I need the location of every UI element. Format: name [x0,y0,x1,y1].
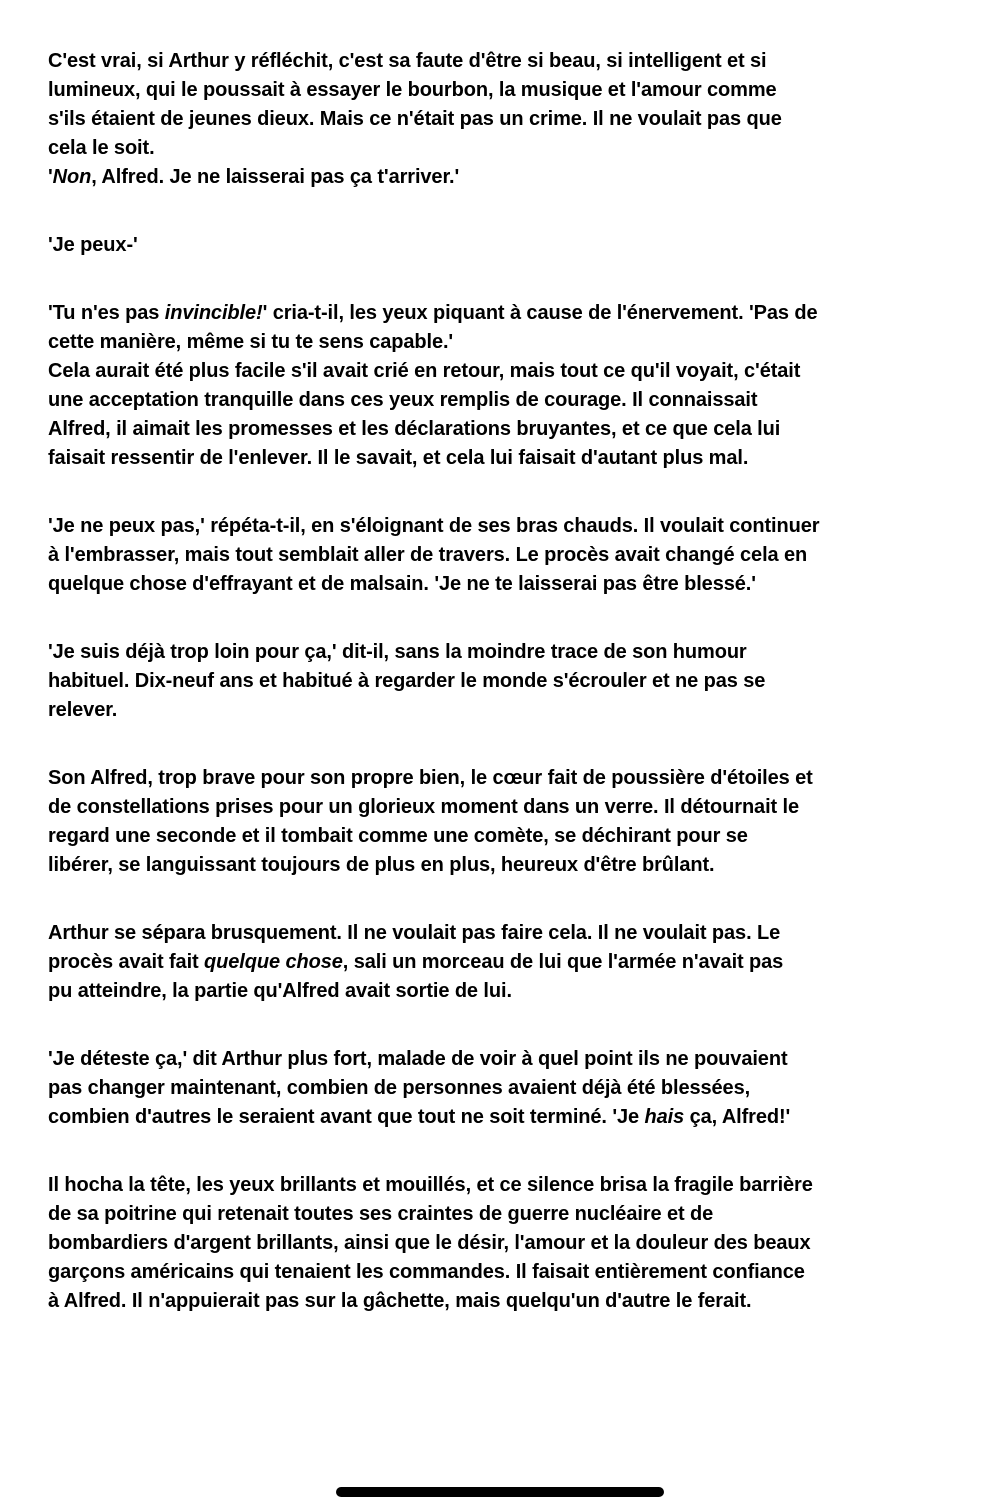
paragraph-1: C'est vrai, si Arthur y réfléchit, c'est sa faute d'être si beau, si intelligent et si lumineux, qui le poussait à essayer le bourbon, la musique et l'amour comme s'ils étaient de jeunes dieux. Mais ce n'était pas un crime. Il ne voulait pas que cela le soit. 'Non, Alfred. Je ne laisserai pas ça t'arriver.' [48,50,782,188]
paragraph-9: Il hocha la tête, les yeux brillants et mouillés, et ce silence brisa la fragile barrière de sa poitrine qui retenait toutes ses craintes de guerre nucléaire et de bombardiers d'argent brillants, ainsi que le désir, l'amour et la douleur des beaux garçons américains qui tenaient les commandes. Il faisait entièrement confiance à Alfred. Il n'appuierait pas sur la gâchette, mais quelqu'un d'autre le ferait. [48,1174,813,1312]
paragraph-4: 'Je ne peux pas,' répéta-t-il, en s'éloignant de ses bras chauds. Il voulait continuer à l'embrasser, mais tout semblait aller de travers. Le procès avait changé cela en quelque chose d'effrayant et de malsain. 'Je ne te laisserai pas être blessé.' [48,515,820,595]
paragraph-7: Arthur se sépara brusquement. Il ne voulait pas faire cela. Il ne voulait pas. Le procès avait fait quelque chose, sali un morceau de lui que l'armée n'avait pas pu atteindre, la partie qu'Alfred avait sortie de lui. [48,922,784,1002]
home-indicator-bar[interactable] [336,1487,664,1497]
paragraph-2: 'Je peux-' [48,234,138,256]
paragraph-3: 'Tu n'es pas invincible!' cria-t-il, les yeux piquant à cause de l'énervement. 'Pas de cette manière, même si tu te sens capable.' Cela aurait été plus facile s'il avait crié en retour, mais tout ce qu'il voyait, c'était une acceptation tranquille dans ces yeux remplis de courage. Il connaissait Alfred, il aimait les promesses et les déclarations bruyantes, et ce que cela lui faisait ressentir de l'enlever. Il le savait, et cela lui faisait d'autant plus mal. [48,302,818,469]
paragraph-5: 'Je suis déjà trop loin pour ça,' dit-il, sans la moindre trace de son humour habituel. Dix-neuf ans et habitué à regarder le monde s'écrouler et ne pas se relever. [48,641,766,721]
paragraph-8: 'Je déteste ça,' dit Arthur plus fort, malade de voir à quel point ils ne pouvaient pas changer maintenant, combien de personnes avaient déjà été blessées, combien d'autres le seraient avant que tout ne soit terminé. 'Je hais ça, Alfred!' [48,1048,791,1128]
text-column [48,47,960,1316]
paragraph-6: Son Alfred, trop brave pour son propre bien, le cœur fait de poussière d'étoiles et de constellations prises pour un glorieux moment dans un verre. Il détournait le regard une seconde et il tombait comme une comète, se déchirant pour se libérer, se languissant toujours de plus en plus, heureux d'être brûlant. [48,767,813,876]
